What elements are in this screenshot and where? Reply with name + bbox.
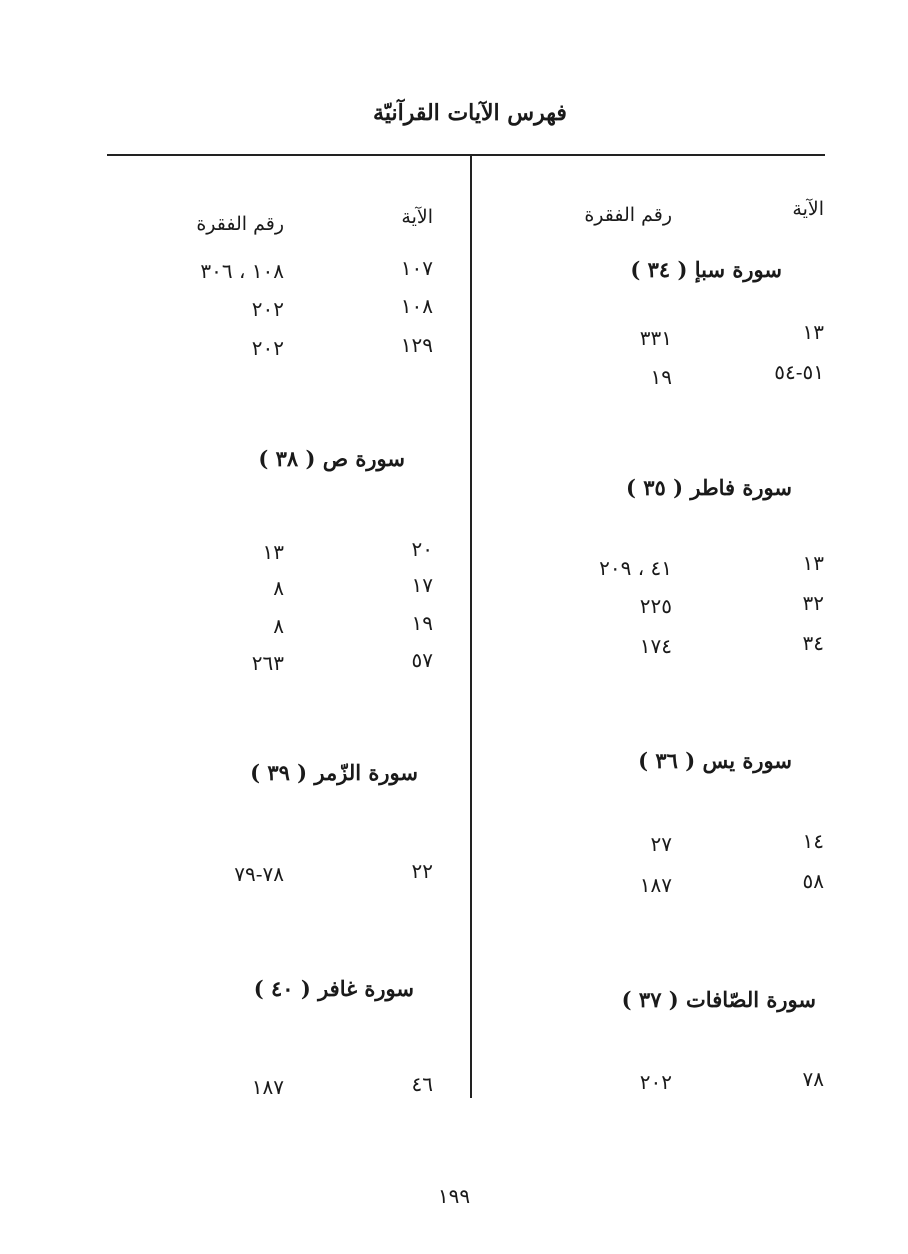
ayah-number: ٥١-٥٤ [774,360,824,384]
paragraph-reference: ٢٠٢ [251,336,284,360]
ayah-number: ١٧ [411,573,433,597]
paragraph-reference: ١٩ [650,365,672,389]
surah-heading: سورة سبإ ( ٣٤ ) [630,257,782,282]
ayah-number: ٣٢ [802,591,824,615]
ayah-number: ٥٨ [802,869,824,893]
page-number: ١٩٩ [437,1184,471,1208]
ayah-number: ١٣ [802,551,824,575]
ayah-number: ١٣ [802,320,824,344]
paragraph-reference: ١٧٤ [639,634,672,658]
paragraph-reference: ٨ [273,576,284,600]
surah-heading: سورة الزّمر ( ٣٩ ) [250,760,418,785]
ayah-column-header: الآية [401,206,433,228]
page-title: فهرس الآيات القرآنيّة [373,100,567,126]
ayah-number: ٤٦ [411,1072,433,1096]
paragraph-reference: ١٠٨ ، ٣٠٦ [200,259,284,283]
ayah-number: ٢٠ [411,537,433,561]
ayah-number: ٥٧ [411,648,433,672]
ayah-number: ١٢٩ [400,333,433,357]
ayah-column-header: الآية [792,198,824,220]
ayah-number: ١٤ [802,829,824,853]
ayah-number: ٢٢ [411,859,433,883]
paragraph-reference: ٤١ ، ٢٠٩ [599,556,672,580]
ayah-number: ١٩ [411,611,433,635]
header-rule [107,154,825,156]
reference-column-header: رقم الفقرة [584,204,672,226]
paragraph-reference: ١٨٧ [251,1075,284,1099]
surah-heading: سورة يس ( ٣٦ ) [638,748,792,773]
surah-heading: سورة فاطر ( ٣٥ ) [625,475,792,500]
surah-heading: سورة ص ( ٣٨ ) [258,446,405,471]
reference-column-header: رقم الفقرة [196,213,284,235]
paragraph-reference: ٢٧ [650,832,672,856]
paragraph-reference: ٧٨-٧٩ [234,862,284,886]
paragraph-reference: ٢٠٢ [639,1070,672,1094]
paragraph-reference: ٣٣١ [639,326,672,350]
paragraph-reference: ٢٦٣ [251,651,284,675]
paragraph-reference: ٢٢٥ [639,594,672,618]
paragraph-reference: ١٣ [262,540,284,564]
paragraph-reference: ١٨٧ [639,873,672,897]
ayah-number: ٣٤ [802,631,824,655]
surah-heading: سورة غافر ( ٤٠ ) [253,976,414,1001]
ayah-number: ٧٨ [802,1067,824,1091]
ayah-number: ١٠٧ [400,256,433,280]
column-divider [470,156,472,1098]
ayah-number: ١٠٨ [400,294,433,318]
surah-heading: سورة الصّافات ( ٣٧ ) [621,987,816,1012]
paragraph-reference: ٨ [273,614,284,638]
paragraph-reference: ٢٠٢ [251,297,284,321]
